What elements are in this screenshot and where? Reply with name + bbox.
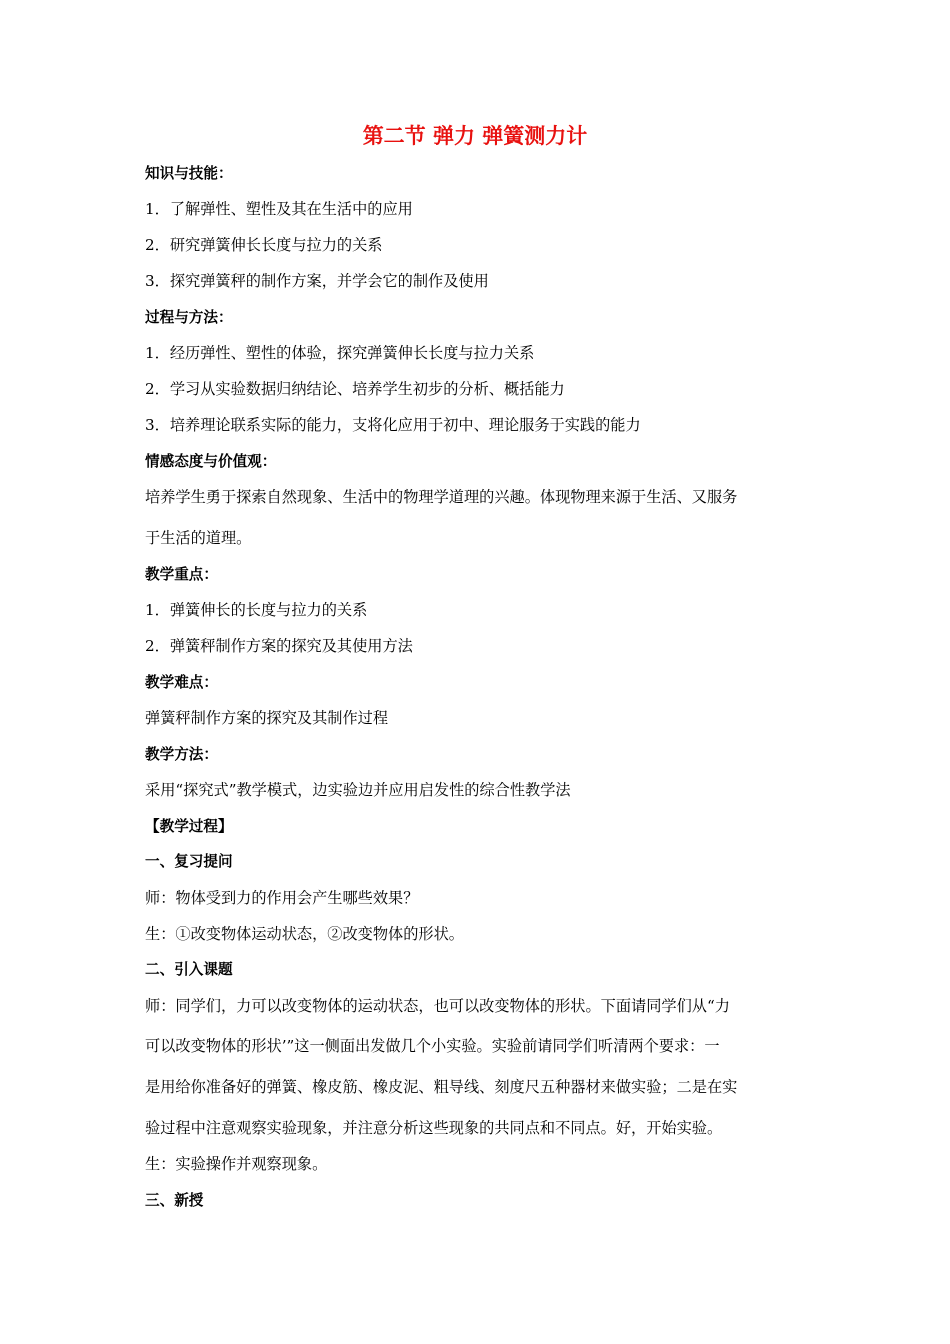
- knowledge-item: 1．了解弹性、塑性及其在生活中的应用: [145, 200, 413, 218]
- method-heading: 教学方法：: [145, 746, 218, 763]
- knowledge-item: 3．探究弹簧秤的制作方案，并学会它的制作及使用: [145, 272, 489, 290]
- intro-line: 验过程中注意观察实验现象，并注意分析这些现象的共同点和不同点。好，开始实验。: [145, 1119, 723, 1137]
- process-heading: 过程与方法：: [145, 309, 233, 326]
- process-title: 【教学过程】: [145, 818, 233, 835]
- process-item: 2．学习从实验数据归纳结论、培养学生初步的分析、概括能力: [145, 380, 565, 398]
- method-text: 采用“探究式”教学模式，边实验边并应用启发性的综合性教学法: [145, 781, 571, 799]
- knowledge-item: 2．研究弹簧伸长长度与拉力的关系: [145, 236, 383, 254]
- knowledge-heading: 知识与技能：: [145, 165, 233, 182]
- intro-line: 可以改变物体的形状’”这一侧面出发做几个小实验。实验前请同学们听清两个要求：一: [145, 1037, 720, 1055]
- process-item: 3．培养理论联系实际的能力，支将化应用于初中、理论服务于实践的能力: [145, 416, 641, 434]
- attitude-heading: 情感态度与价值观：: [145, 453, 277, 470]
- intro-line: 师：同学们，力可以改变物体的运动状态，也可以改变物体的形状。下面请同学们从“力: [145, 997, 730, 1015]
- attitude-line: 于生活的道理。: [145, 529, 252, 547]
- key-points-heading: 教学重点：: [145, 566, 218, 583]
- difficulty-heading: 教学难点：: [145, 674, 218, 691]
- difficulty-text: 弹簧秤制作方案的探究及其制作过程: [145, 709, 388, 727]
- review-teacher: 师：物体受到力的作用会产生哪些效果？: [145, 889, 419, 907]
- intro-line: 是用给你准备好的弹簧、橡皮筋、橡皮泥、粗导线、刻度尺五种器材来做实验；二是在实: [145, 1078, 738, 1096]
- review-heading: 一、复习提问: [145, 853, 233, 870]
- review-student: 生：①改变物体运动状态，②改变物体的形状。: [145, 925, 464, 943]
- intro-student: 生：实验操作并观察现象。: [145, 1155, 328, 1173]
- key-point-item: 2．弹簧秤制作方案的探究及其使用方法: [145, 637, 413, 655]
- page-title: 第二节 弹力 弹簧测力计: [362, 124, 588, 148]
- intro-heading: 二、引入课题: [145, 961, 233, 978]
- key-point-item: 1．弹簧伸长的长度与拉力的关系: [145, 601, 368, 619]
- attitude-line: 培养学生勇于探索自然现象、生活中的物理学道理的兴趣。体现物理来源于生活、又服务: [145, 488, 738, 506]
- process-item: 1．经历弹性、塑性的体验，探究弹簧伸长长度与拉力关系: [145, 344, 535, 362]
- new-lesson-heading: 三、新授: [145, 1192, 204, 1209]
